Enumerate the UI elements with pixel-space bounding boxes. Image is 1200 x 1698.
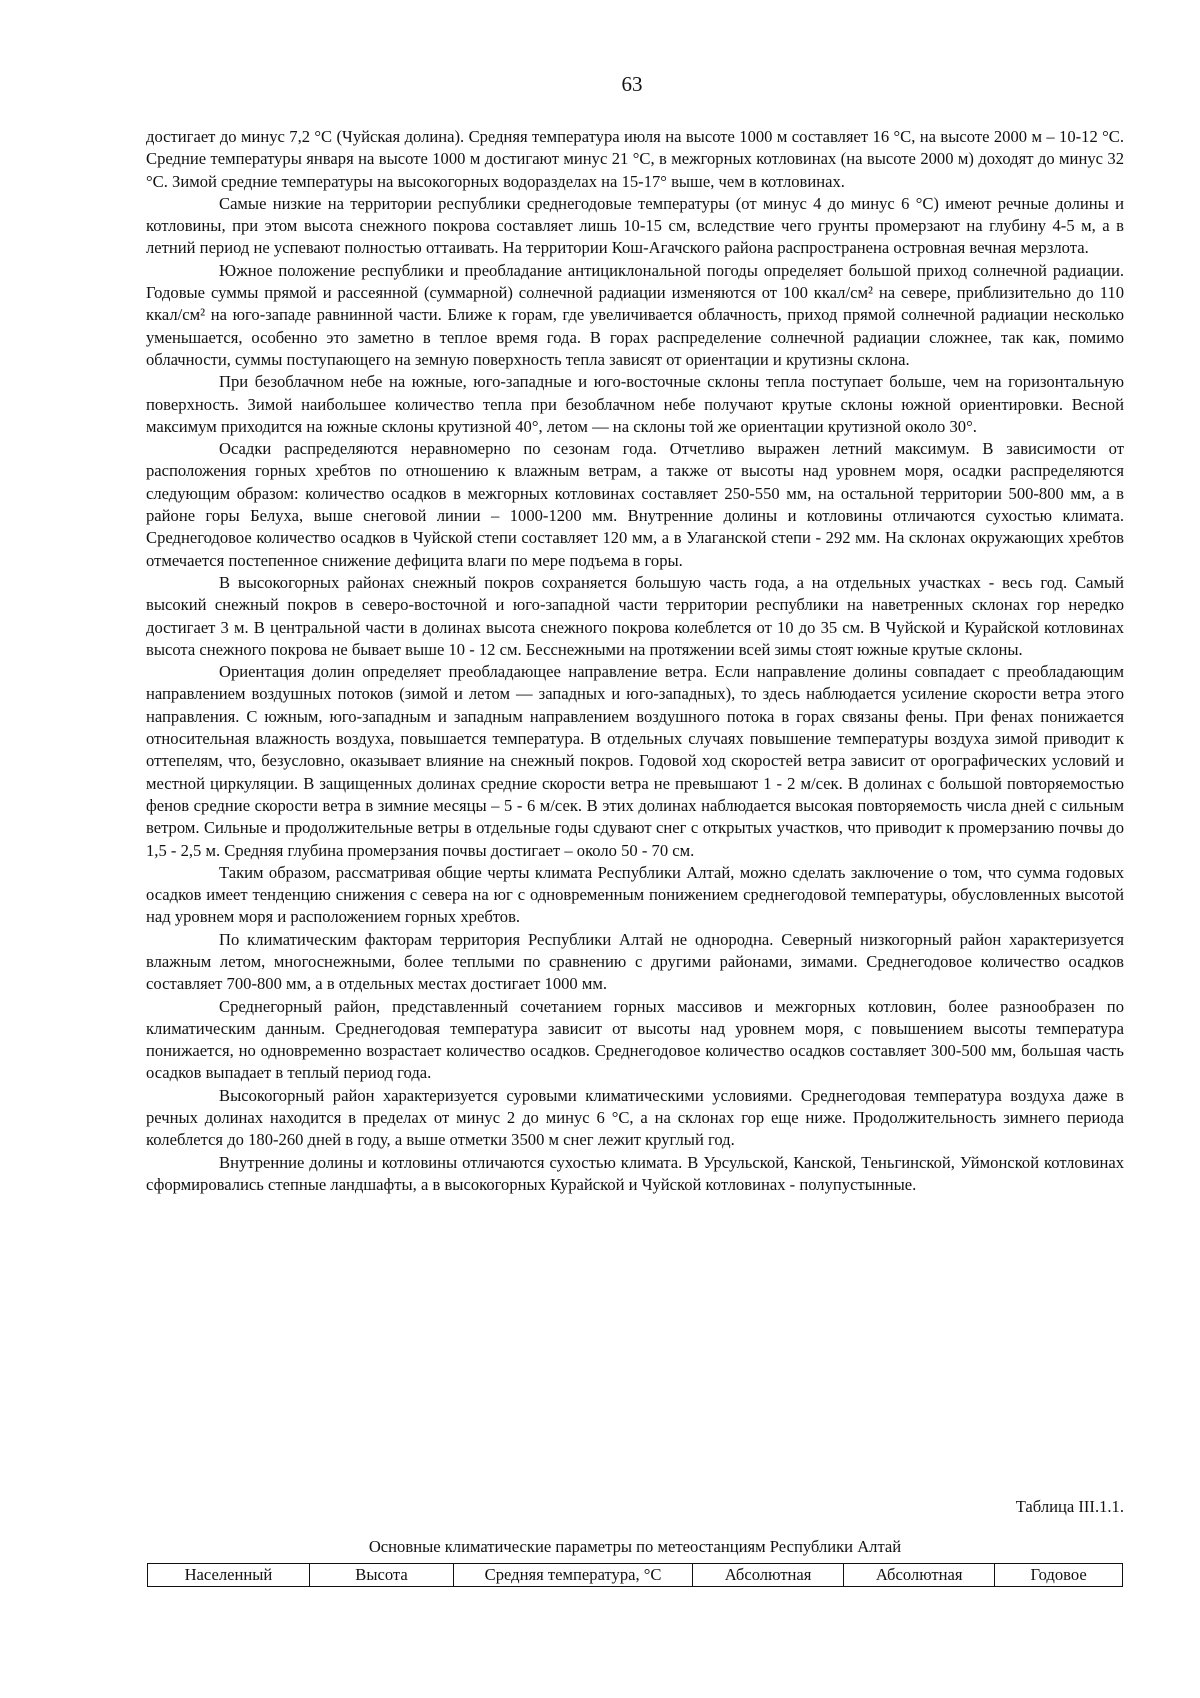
paragraph-4: При безоблачном небе на южные, юго-западные и юго-восточные склоны тепла поступает больше, чем на горизонтальную поверхность. Зимой наибольшее количество тепла при безоблачном небе получают крутые склоны южной ориентировки. Весной максимум приходится на южные склоны крутизной 40°, летом — на склоны той же ориентации крутизной около 30°. [146,372,1124,436]
paragraph-11: Высокогорный район характеризуется суровыми климатическими условиями. Среднегодовая температура воздуха даже в речных долинах находится в пределах от минус 2 до минус 6 °С, а на склонах гор еще ниже. Продолжительность зимнего периода колеблется до 180-260 дней в году, а выше отметки 3500 м снег лежит круглый год. [146,1085,1124,1150]
paragraph-10: Среднегорный район, представленный сочетанием горных массивов и межгорных котловин, более разнообразен по климатическим данным. Среднегодовая температура зависит от высоты над уровнем моря, с повышением высоты температура понижается, но одновременно возрастает количество осадков. Среднегодовое количество осадков составляет 300-500 мм, большая часть осадков выпадает в теплый период года. [146,996,1124,1083]
climate-table [147,1563,1123,1587]
paragraph-7: Ориентация долин определяет преобладающее направление ветра. Если направление долины совпадает с преобладающим направлением воздушных потоков (зимой и летом — западных и юго-западных), то здесь наблюдается усиление скорости ветра этого направления. С южным, юго-западным и западным направлением воздушного потока в горах связаны фены. При фенах понижается относительная влажность воздуха, повышается температура. В отдельных случаях повышение температуры воздуха зимой приводит к оттепелям, что, безусловно, оказывает влияние на снежный покров. Годовой ход скоростей ветра зависит от орографических условий и местной циркуляции. В защищенных долинах средние скорости ветра не превышают 1 - 2 м/сек. В долинах с большой повторяемостью фенов средние скорости ветра в зимние месяцы – 5 - 6 м/сек. В этих долинах наблюдается высокая повторяемость числа дней с сильным ветром. Сильные и продолжительные ветры в отдельные годы сдувают снег с открытых участков, что приводит к промерзанию почвы до 1,5 - 2,5 м. Средняя глубина промерзания почвы достигает – около 50 - 70 см. [146,662,1124,860]
paragraph-1: достигает до минус 7,2 °С (Чуйская долина). Средняя температура июля на высоте 1000 м составляет 16 °С, на высоте 2000 м – 10-12 °С. Средние температуры января на высоте 1000 м достигают минус 21 °С, в межгорных котловинах (на высоте 2000 м) доходят до минус 32 °С. Зимой средние температуры на высокогорных водоразделах на 15-17° выше, чем в котловинах. [146,127,1124,191]
table-header-cell: Высота [309,1564,453,1587]
table-header-cell: Абсолютная [844,1564,995,1587]
paragraph-9: По климатическим факторам территория Республики Алтай не однородна. Северный низкогорный район характеризуется влажным летом, многоснежными, более теплыми по сравнению с другими районами, зимами. Среднегодовое количество осадков составляет 700-800 мм, а в отдельных местах достигает 1000 мм. [146,929,1124,994]
body-text [146,126,1124,1196]
table-header-row [148,1564,1123,1587]
paragraph-5: Осадки распределяются неравномерно по сезонам года. Отчетливо выражен летний максимум. В зависимости от расположения горных хребтов по отношению к влажным ветрам, а также от высоты над уровнем моря, осадки распределяются следующим образом: количество осадков в межгорных котловинах составляет 250-550 мм, на остальной территории 500-800 мм, а в районе горы Белуха, выше снеговой линии – 1000-1200 мм. Внутренние долины и котловины отличаются сухостью климата. Среднегодовое количество осадков в Чуйской степи составляет 120 мм, а в Улаганской степи - 292 мм. На склонах окружающих хребтов отмечается постепенное снижение дефицита влаги по мере подъема в горы. [146,439,1124,570]
paragraph-2: Самые низкие на территории республики среднегодовые температуры (от минус 4 до минус 6 °С) имеют речные долины и котловины, при этом высота снежного покрова составляет лишь 10-15 см, вследствие чего грунты промерзают на глубину 4-5 м, а в летний период не успевают полностью оттаивать. На территории Кош-Агачского района распространена островная вечная мерзлота. [146,193,1124,258]
table-caption: Основные климатические параметры по метеостанциям Республики Алтай [368,1537,902,1556]
paragraph-3: Южное положение республики и преобладание антициклональной погоды определяет большой приход солнечной радиации. Годовые суммы прямой и рассеянной (суммарной) солнечной радиации изменяются от 100 ккал/см² на севере, приблизительно до 110 ккал/см² на юго-западе равнинной части. Ближе к горам, где увеличивается облачность, приход прямой солнечной радиации несколько уменьшается, особенно это заметно в теплое время года. В горах распределение солнечной радиации сложнее, так как, помимо облачности, суммы поступающего на земную поверхность тепла зависят от ориентации и крутизны склона. [146,260,1124,369]
table-header-cell: Годовое [995,1564,1123,1587]
table-header-cell: Средняя температура, °С [454,1564,693,1587]
table-label: Таблица III.1.1. [1015,1497,1124,1516]
paragraph-8: Таким образом, рассматривая общие черты климата Республики Алтай, можно сделать заключение о том, что сумма годовых осадков имеет тенденцию снижения с севера на юг с одновременным понижением среднегодовой температуры, обусловленных высотой над уровнем моря и расположением горных хребтов. [146,862,1124,927]
page-number: 63 [621,72,643,96]
paragraph-6: В высокогорных районах снежный покров сохраняется большую часть года, а на отдельных участках - весь год. Самый высокий снежный покров в северо-восточной и юго-западной части территории республики на наветренных склонах гор нередко достигает 3 м. В центральной части в долинах высота снежного покрова колеблется от 10 до 35 см. В Чуйской и Курайской котловинах высота снежного покрова не бывает выше 10 - 12 см. Бесснежными на протяжении всей зимы стоят южные крутые склоны. [146,572,1124,659]
table-header-cell: Абсолютная [693,1564,844,1587]
table-header-cell: Населенный [148,1564,310,1587]
paragraph-12: Внутренние долины и котловины отличаются сухостью климата. В Урсульской, Канской, Теньгинской, Уймонской котловинах сформировались степные ландшафты, а в высокогорных Курайской и Чуйской котловинах - полупустынные. [146,1152,1124,1194]
